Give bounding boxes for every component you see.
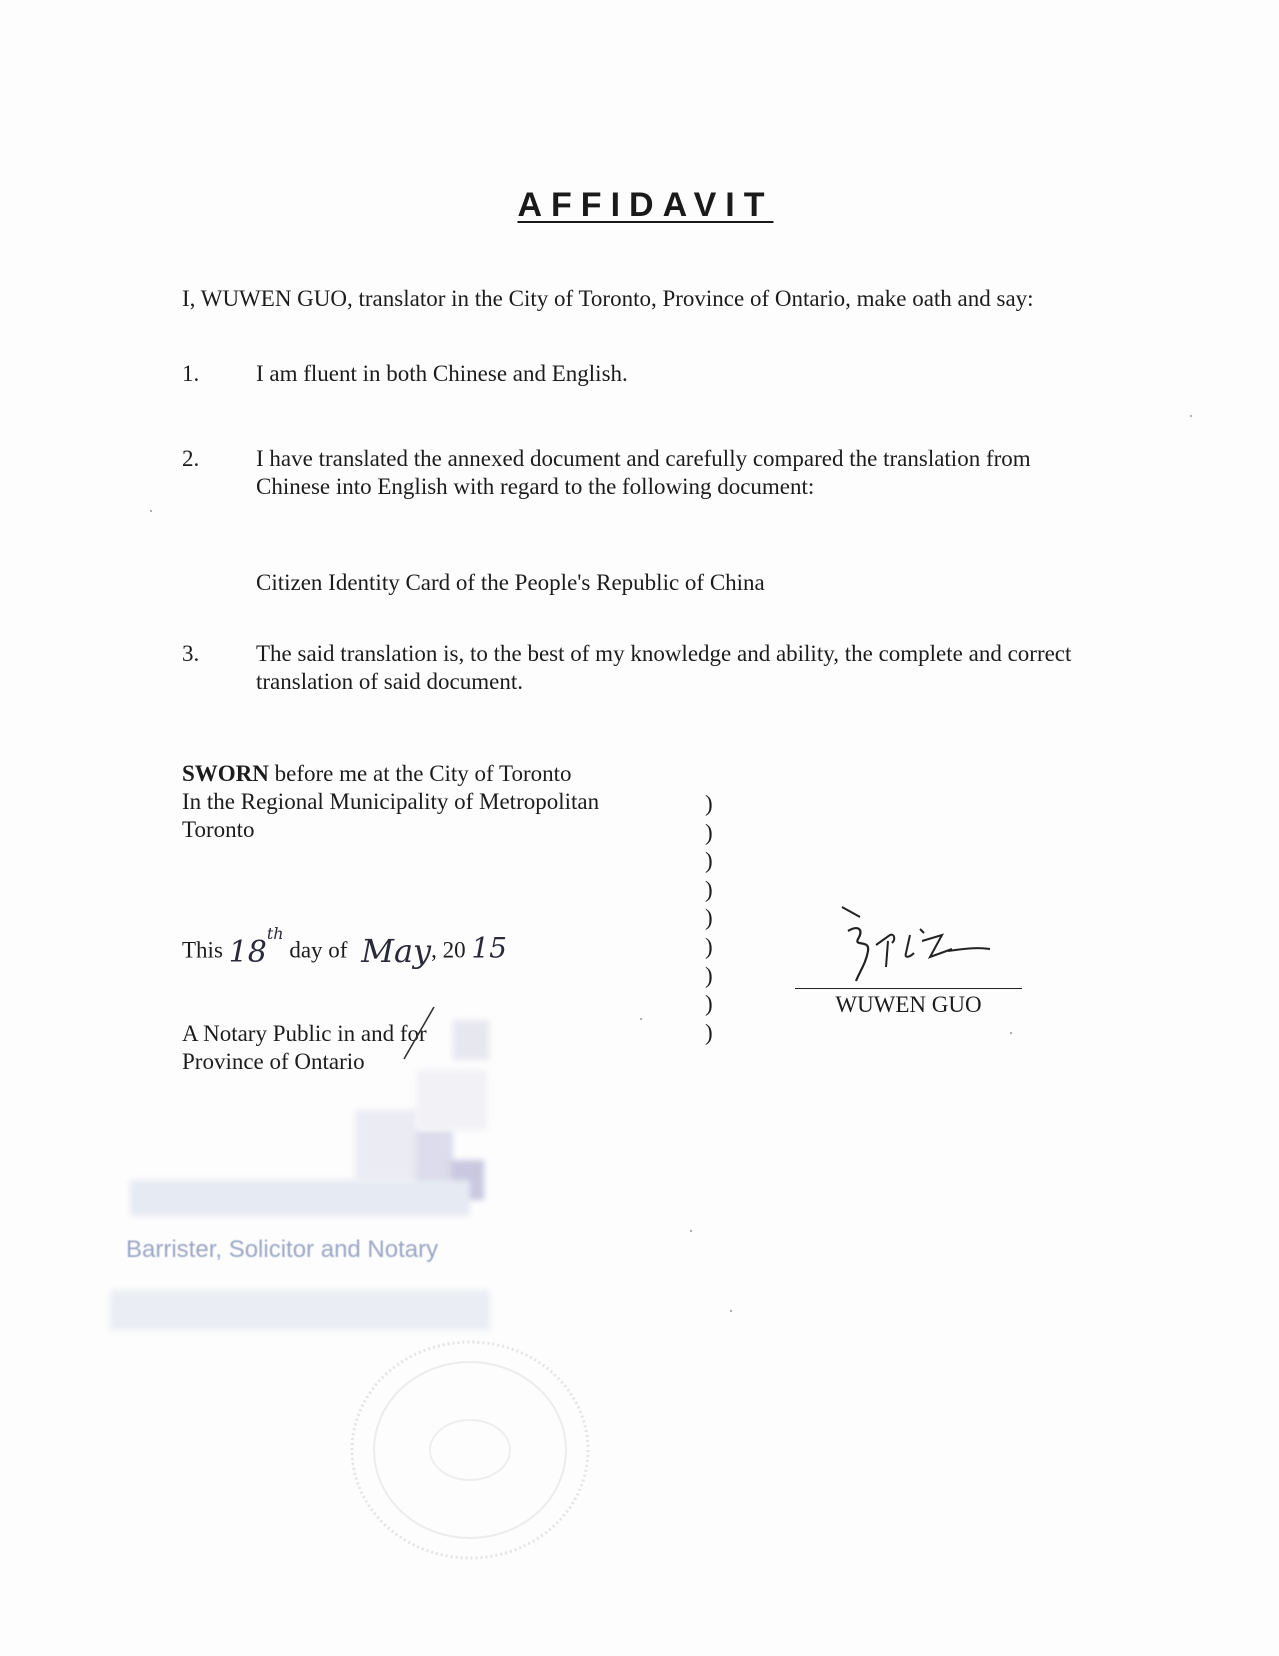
sworn-line1: before me at the City of Toronto bbox=[268, 761, 572, 786]
translator-signature bbox=[830, 895, 1000, 985]
document-title: AFFIDAVIT bbox=[517, 186, 774, 224]
sworn-block bbox=[182, 760, 682, 844]
scan-speck bbox=[690, 1230, 692, 1232]
scan-speck bbox=[730, 1310, 732, 1312]
item-text: The said translation is, to the best of my knowledge and ability, the complete and correct translation of said document. bbox=[256, 641, 1072, 694]
translated-document-name: Citizen Identity Card of the People's Republic of China bbox=[256, 570, 765, 595]
bracket-column bbox=[705, 790, 713, 1047]
handwritten-month: May bbox=[361, 931, 432, 970]
bracket: ) bbox=[705, 962, 713, 988]
sworn-bold: SWORN bbox=[182, 761, 269, 786]
scan-speck bbox=[150, 510, 152, 512]
bracket: ) bbox=[705, 848, 713, 874]
bracket: ) bbox=[705, 791, 713, 816]
bracket: ) bbox=[705, 876, 713, 902]
item-number: 3. bbox=[182, 641, 200, 666]
scan-speck bbox=[1190, 415, 1192, 417]
bracket: ) bbox=[705, 819, 713, 845]
bracket: ) bbox=[705, 1019, 713, 1045]
scan-speck bbox=[640, 1018, 642, 1020]
sworn-line3: Toronto bbox=[182, 817, 255, 842]
handwritten-year: 15 bbox=[471, 931, 507, 965]
item-number: 2. bbox=[182, 446, 200, 471]
date-day-of: day of bbox=[289, 937, 348, 963]
handwritten-day-suffix: th bbox=[266, 924, 284, 943]
item-text: I am fluent in both Chinese and English. bbox=[256, 361, 628, 386]
date-this: This bbox=[182, 937, 223, 963]
scan-speck bbox=[1010, 1032, 1012, 1034]
notary-line2: Province of Ontario bbox=[182, 1049, 365, 1074]
redacted-signature bbox=[355, 1010, 490, 1200]
bracket: ) bbox=[705, 991, 713, 1017]
item-number: 1. bbox=[182, 361, 200, 386]
embossed-seal bbox=[345, 1335, 595, 1565]
sworn-line2: In the Regional Municipality of Metropolitan bbox=[182, 789, 600, 814]
bracket: ) bbox=[705, 905, 713, 931]
handwritten-day: 18 bbox=[228, 934, 267, 970]
bracket: ) bbox=[705, 933, 713, 959]
item-text: I have translated the annexed document and carefully compared the translation from Chinese into English with regard to the following document: bbox=[256, 446, 1031, 499]
date-year-prefix: , 20 bbox=[431, 937, 466, 963]
notary-stamp-text: Barrister, Solicitor and Notary bbox=[126, 1236, 439, 1263]
date-line bbox=[182, 924, 507, 970]
notary-line1: A Notary Public in and for bbox=[182, 1021, 427, 1046]
signatory-name: WUWEN GUO bbox=[835, 992, 982, 1017]
signature-line bbox=[795, 988, 1022, 989]
intro-paragraph: I, WUWEN GUO, translator in the City of Toronto, Province of Ontario, make oath and say: bbox=[182, 286, 1034, 311]
